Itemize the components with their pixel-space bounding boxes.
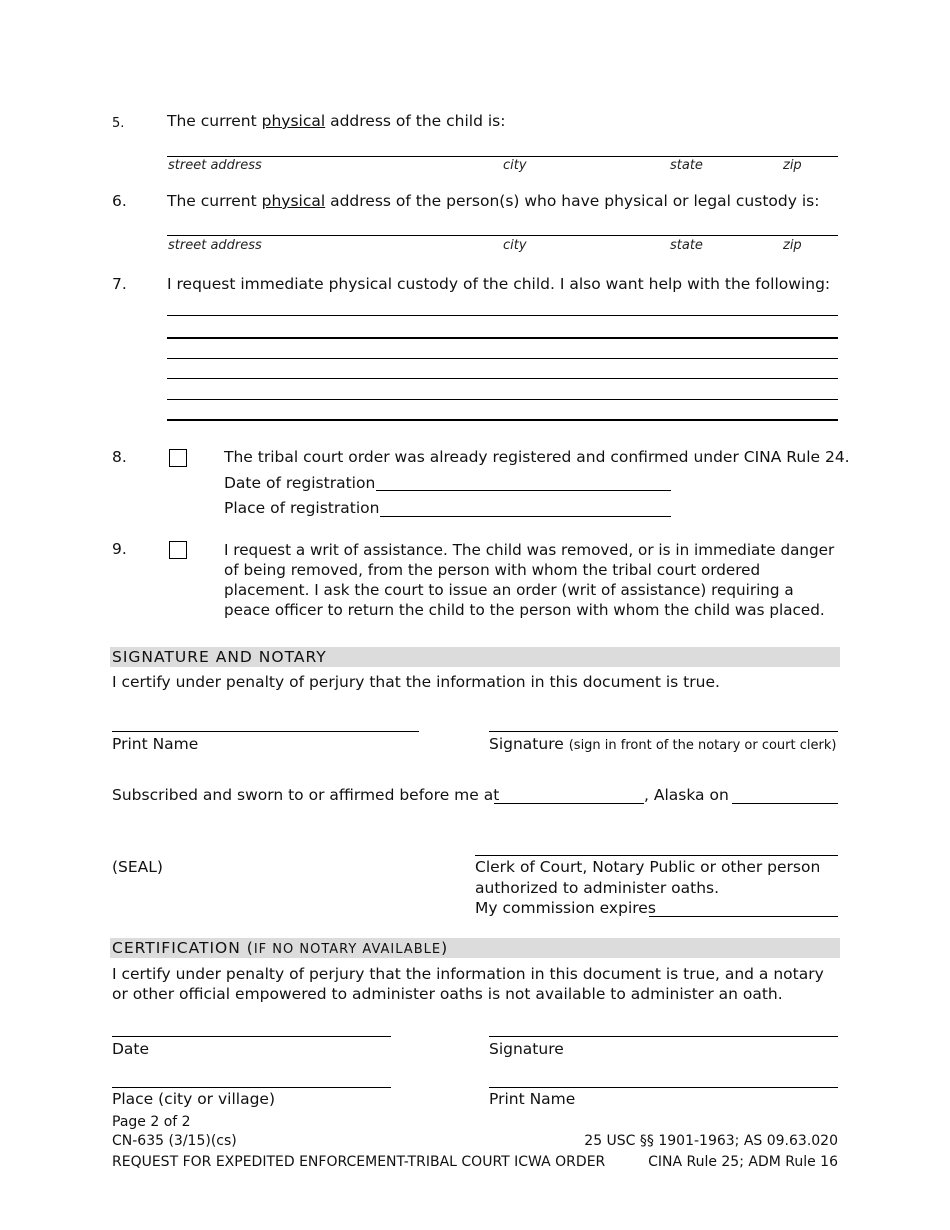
- date-of-registration-field[interactable]: [376, 490, 671, 491]
- item-8-number: 8.: [112, 448, 127, 466]
- zip-label: zip: [783, 158, 802, 173]
- help-line-5[interactable]: [167, 399, 838, 400]
- certification-certify-text: I certify under penalty of perjury that the information in this document is true, and a notary or other official empowered to administer oaths is not available to administer an oath.: [112, 965, 824, 1003]
- cert-place-label: Place (city or village): [112, 1090, 275, 1108]
- help-line-4[interactable]: [167, 378, 838, 379]
- certification-section-heading: CERTIFICATION (IF NO NOTARY AVAILABLE): [110, 938, 840, 958]
- cert-date-field[interactable]: [112, 1036, 391, 1037]
- date-of-registration-label: Date of registration: [224, 474, 376, 492]
- item-5-text: The current physical address of the child is:: [167, 112, 506, 130]
- cert-date-label: Date: [112, 1040, 150, 1058]
- item-7-number: 7.: [112, 275, 127, 293]
- place-of-registration-label: Place of registration: [224, 499, 380, 517]
- clerk-label-line-2: authorized to administer oaths.: [475, 879, 720, 897]
- help-line-1[interactable]: [167, 315, 838, 316]
- print-name-field[interactable]: [112, 731, 419, 732]
- child-address-line[interactable]: [167, 156, 838, 157]
- state-label: state: [670, 238, 703, 253]
- cert-signature-label: Signature: [489, 1040, 564, 1058]
- print-name-label: Print Name: [112, 735, 199, 753]
- writ-checkbox[interactable]: [169, 541, 187, 559]
- registered-checkbox[interactable]: [169, 449, 187, 467]
- alaska-on-text: , Alaska on: [644, 786, 729, 804]
- commission-expires-field[interactable]: [649, 916, 838, 917]
- signature-field[interactable]: [489, 731, 838, 732]
- item-6-number: 6.: [112, 192, 127, 210]
- city-label: city: [503, 238, 527, 253]
- clerk-label-line-1: Clerk of Court, Notary Public or other person: [475, 858, 821, 876]
- cert-place-field[interactable]: [112, 1087, 391, 1088]
- cert-signature-field[interactable]: [489, 1036, 838, 1037]
- sworn-location-field[interactable]: [494, 803, 644, 804]
- state-label: state: [670, 158, 703, 173]
- item-9-text: I request a writ of assistance. The child was removed, or is in immediate danger of being removed, from the person with whom the tribal court ordered placement. I ask the court to issue an order (writ of assistance) requiring a peace officer to return the child to the person with whom the child was placed.: [224, 541, 835, 619]
- place-of-registration-field[interactable]: [380, 516, 671, 517]
- page-number: Page 2 of 2: [112, 1114, 191, 1130]
- city-label: city: [503, 158, 527, 173]
- clerk-signature-field[interactable]: [475, 855, 838, 856]
- commission-expires-label: My commission expires: [475, 899, 656, 917]
- help-line-6[interactable]: [167, 419, 838, 421]
- sworn-date-field[interactable]: [732, 803, 838, 804]
- item-7-text: I request immediate physical custody of the child. I also want help with the following:: [167, 275, 831, 293]
- item-8-text: The tribal court order was already registered and confirmed under CINA Rule 24.: [224, 448, 850, 466]
- item-6-text: The current physical address of the person(s) who have physical or legal custody is:: [167, 192, 820, 210]
- item-9-number: 9.: [112, 540, 127, 558]
- zip-label: zip: [783, 238, 802, 253]
- item-5-number: 5.: [112, 116, 125, 131]
- cert-print-name-label: Print Name: [489, 1090, 576, 1108]
- signature-certify-text: I certify under penalty of perjury that the information in this document is true.: [112, 673, 720, 691]
- subscribed-text: Subscribed and sworn to or affirmed before me at: [112, 786, 500, 804]
- signature-label: Signature (sign in front of the notary or court clerk): [489, 735, 837, 753]
- form-id: CN-635 (3/15)(cs): [112, 1133, 237, 1149]
- help-line-2[interactable]: [167, 337, 838, 339]
- seal-label: (SEAL): [112, 858, 163, 876]
- form-title: REQUEST FOR EXPEDITED ENFORCEMENT-TRIBAL COURT ICWA ORDER: [112, 1154, 606, 1170]
- help-line-3[interactable]: [167, 358, 838, 359]
- street-address-label: street address: [168, 158, 262, 173]
- signature-section-heading: SIGNATURE AND NOTARY: [110, 647, 840, 667]
- street-address-label: street address: [168, 238, 262, 253]
- custodian-address-line[interactable]: [167, 235, 838, 236]
- cert-print-name-field[interactable]: [489, 1087, 838, 1088]
- rules-reference: CINA Rule 25; ADM Rule 16: [648, 1154, 838, 1170]
- statute-reference: 25 USC §§ 1901-1963; AS 09.63.020: [584, 1133, 838, 1149]
